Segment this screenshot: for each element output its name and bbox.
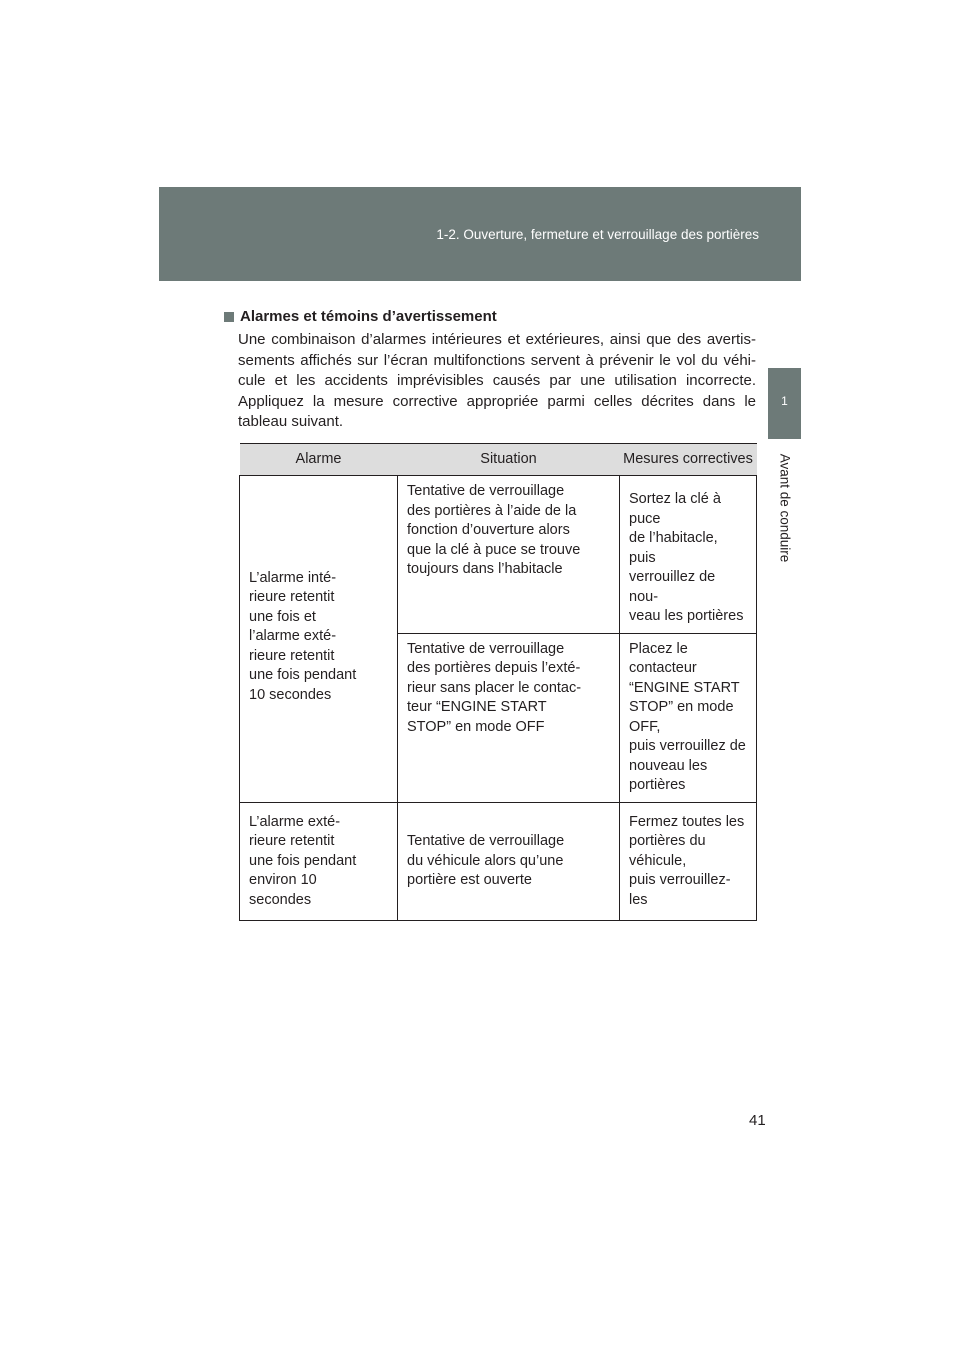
column-header-situation: Situation (398, 444, 620, 476)
chapter-header-bar (159, 187, 801, 281)
alarm-cell (240, 802, 398, 921)
table-row (240, 802, 757, 921)
table-row (240, 476, 757, 634)
column-header-measures: Mesures correctives (620, 444, 757, 476)
section-heading (224, 307, 756, 327)
chapter-side-tab (768, 368, 801, 439)
column-header-alarm: Alarme (240, 444, 398, 476)
situation-text: Tentative de verrouillage des portières à l’aide de la fonction d’ouverture alors que la clé à puce se trouve toujours dans l’habitacle (407, 483, 581, 577)
measure-text: Placez le contacteur “ENGINE START STOP” en mode OFF, puis verrouillez de nouveau les portières (629, 640, 746, 793)
table-header-row (240, 444, 757, 476)
page-number: 41 (749, 1112, 766, 1129)
chapter-side-label: Avant de conduire (777, 453, 793, 563)
measure-text: Sortez la clé à puce de l’habitacle, puis verrouillez de nou- veau les portières (629, 491, 744, 624)
section-heading-text: Alarmes et témoins d’avertissement (240, 308, 497, 325)
section-paragraph: Une combinaison d’alarmes intérieures et extérieures, ainsi que des avertis-sements affichés sur l’écran multifonctions servent à prévenir le vol du véhi-cule et les accidents imprévisibles causés par une utilisation incorrecte. Appliquez la mesure corrective appropriée parmi celles décrites dans le tableau suivant. (238, 331, 756, 430)
alarm-text: L’alarme inté- rieure retentit une fois et l’alarme exté- rieure retentit une fois pendant 10 secondes (249, 569, 357, 703)
situation-cell (398, 633, 620, 802)
warnings-section (224, 307, 756, 433)
measure-text: Fermez toutes les portières du véhicule, puis verrouillez-les (629, 813, 745, 908)
chapter-section-title: 1-2. Ouverture, fermeture et verrouillage des portières (436, 227, 759, 242)
alarm-text: L’alarme exté- rieure retentit une fois pendant environ 10 secondes (249, 813, 357, 908)
alarm-table (239, 443, 757, 921)
situation-text: Tentative de verrouillage du véhicule alors qu’une portière est ouverte (407, 833, 565, 888)
situation-cell (398, 476, 620, 634)
square-bullet-icon (224, 312, 234, 322)
measure-cell (620, 802, 757, 921)
alarm-cell (240, 476, 398, 803)
situation-cell (398, 802, 620, 921)
chapter-number: 1 (781, 394, 788, 408)
situation-text: Tentative de verrouillage des portières depuis l’exté- rieur sans placer le contac- teur “ENGINE START STOP” en mode OFF (407, 640, 582, 735)
measure-cell (620, 633, 757, 802)
measure-cell (620, 476, 757, 634)
